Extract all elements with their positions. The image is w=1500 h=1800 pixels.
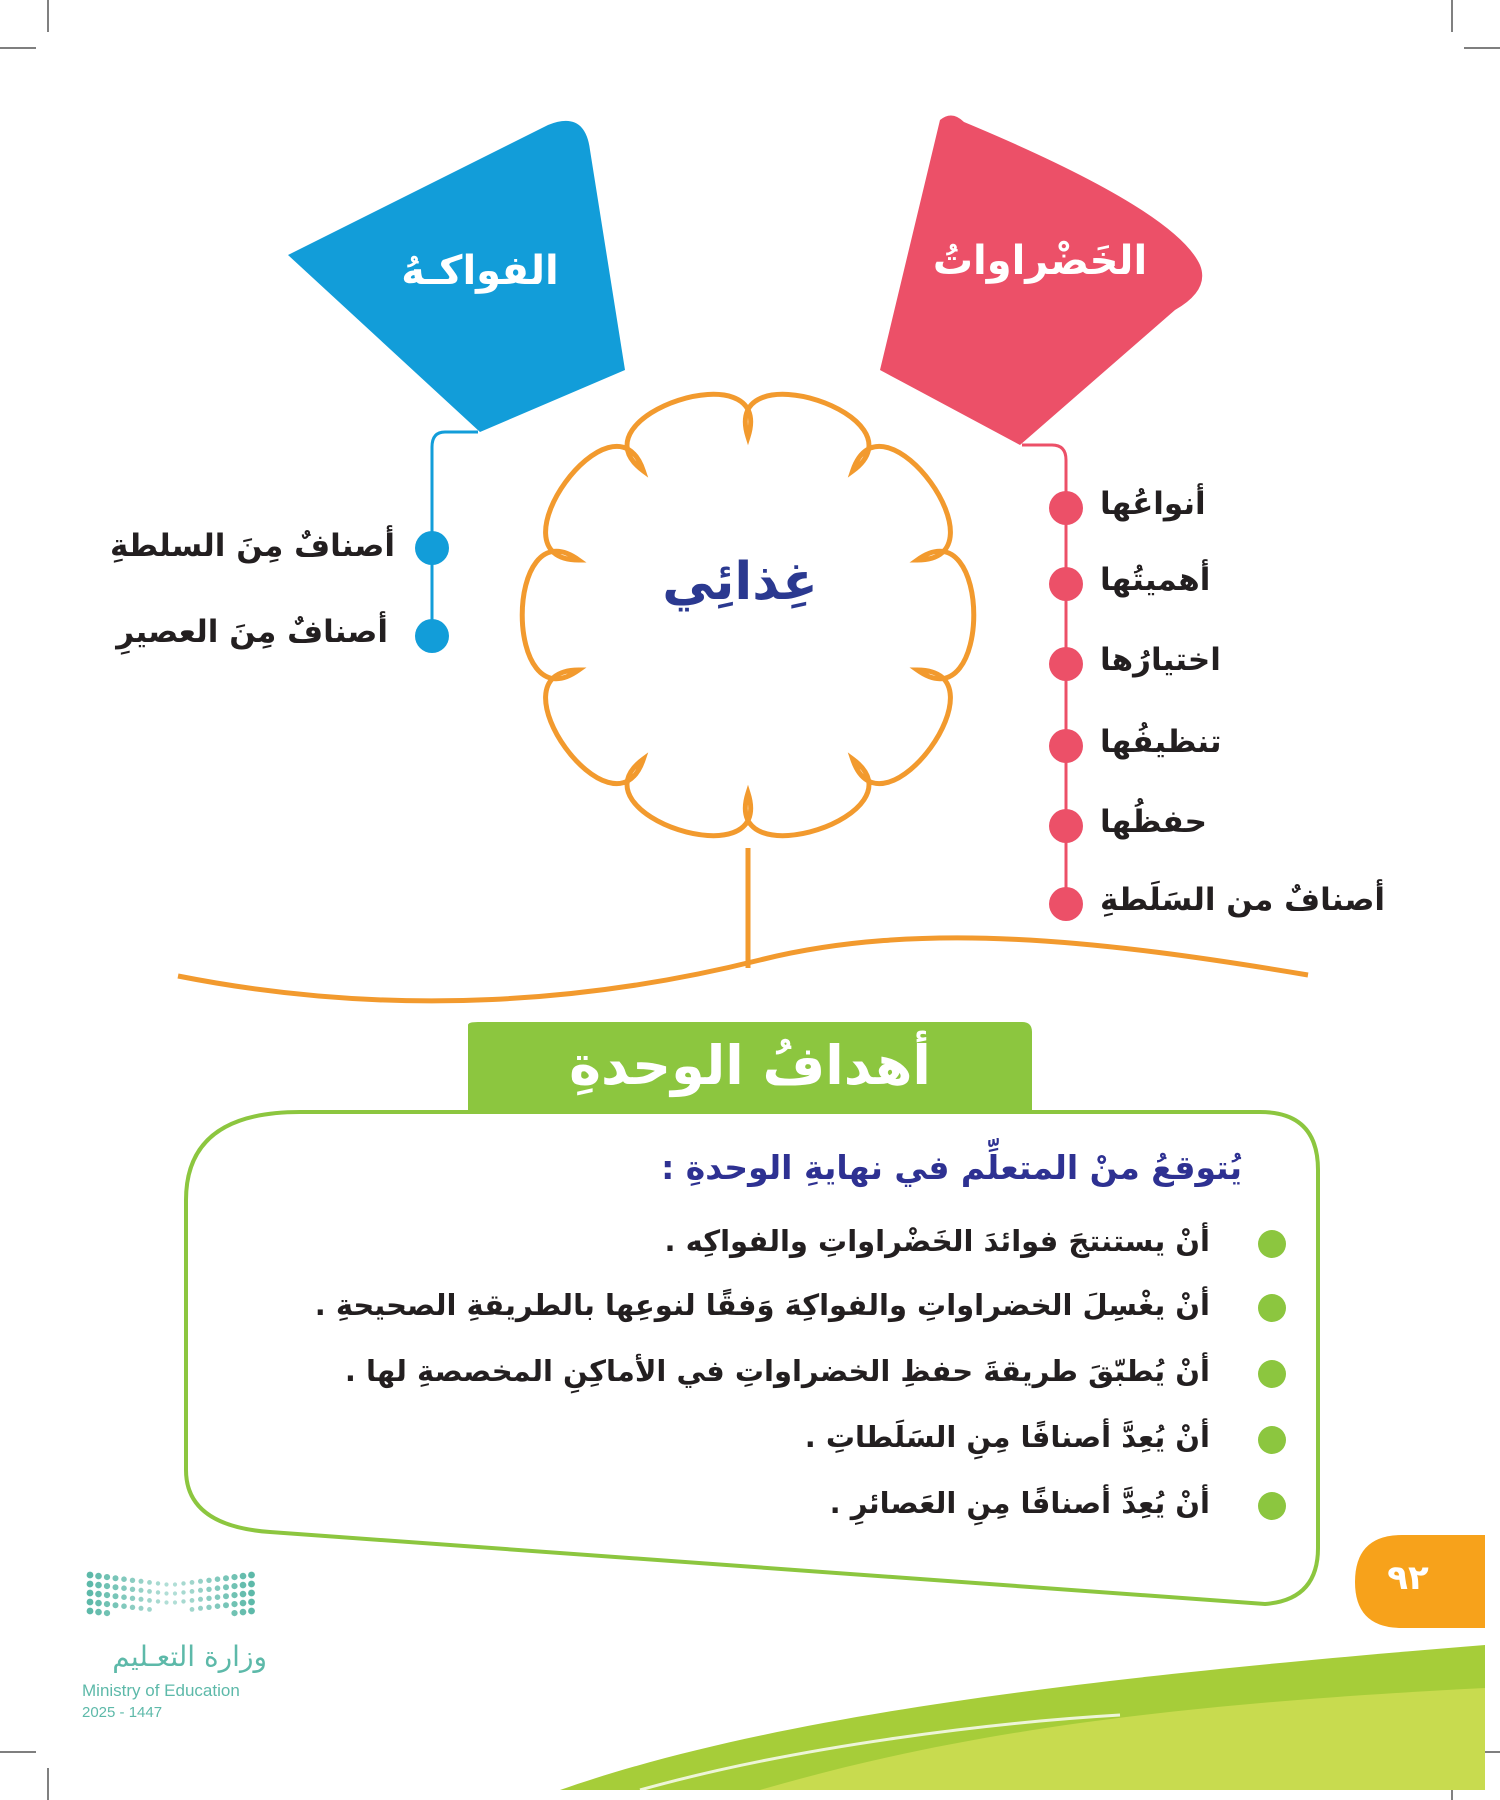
logo-dot bbox=[223, 1575, 229, 1581]
logo-dot bbox=[164, 1600, 168, 1604]
logo-dot bbox=[215, 1603, 221, 1609]
logo-dot bbox=[139, 1588, 144, 1593]
logo-dot bbox=[206, 1596, 211, 1601]
center-title: غِذائِي bbox=[662, 552, 818, 612]
goal-bullet bbox=[1258, 1426, 1286, 1454]
logo-dot bbox=[95, 1591, 102, 1598]
vegetables-item: اختيارُها bbox=[1100, 642, 1221, 678]
logo-dot bbox=[164, 1582, 168, 1586]
vegetables-item: أهميتُها bbox=[1100, 562, 1211, 598]
goal-item: أنْ يُعِدَّ أصنافًا مِنِ السَلَطاتِ . bbox=[804, 1420, 1210, 1454]
logo-dot bbox=[95, 1609, 102, 1616]
vegetables-bullet bbox=[1049, 809, 1083, 843]
logo-dot bbox=[121, 1576, 127, 1582]
logo-dot bbox=[231, 1601, 237, 1607]
logo-dot bbox=[121, 1585, 127, 1591]
ministry-year: 2025 - 1447 bbox=[82, 1704, 163, 1721]
logo-dot bbox=[87, 1572, 94, 1579]
logo-dot bbox=[240, 1573, 247, 1580]
logo-dot bbox=[206, 1605, 211, 1610]
logo-dot bbox=[147, 1598, 152, 1603]
ministry-name-ar: وزارة التعـليم bbox=[112, 1640, 267, 1673]
logo-dot bbox=[240, 1591, 247, 1598]
logo-dot bbox=[87, 1608, 94, 1615]
logo-dot bbox=[104, 1601, 110, 1607]
logo-dot bbox=[181, 1590, 185, 1594]
logo-dot bbox=[113, 1575, 119, 1581]
flower-outline bbox=[522, 394, 974, 835]
fruits-item: أصنافٌ مِنَ السلطةِ bbox=[109, 528, 395, 564]
logo-dot bbox=[240, 1600, 247, 1607]
vegetables-item: حفظُها bbox=[1100, 804, 1207, 840]
logo-dot bbox=[198, 1606, 203, 1611]
vegetables-item: أصنافٌ من السَلَطةِ bbox=[1100, 882, 1386, 918]
logo-dot bbox=[181, 1581, 185, 1585]
logo-dot bbox=[139, 1606, 144, 1611]
logo-dot bbox=[164, 1591, 168, 1595]
goal-bullet bbox=[1258, 1360, 1286, 1388]
logo-dot bbox=[95, 1573, 102, 1580]
ground-line bbox=[178, 938, 1308, 1001]
logo-dot bbox=[198, 1588, 203, 1593]
goal-item: أنْ يغْسِلَ الخضراواتِ والفواكِهَ وَفقًا لنوعِها بالطريقةِ الصحيحةِ . bbox=[314, 1288, 1210, 1322]
logo-dot bbox=[147, 1607, 152, 1612]
logo-dot bbox=[198, 1579, 203, 1584]
logo-dot bbox=[95, 1582, 102, 1589]
logo-dot bbox=[190, 1607, 195, 1612]
logo-dot bbox=[223, 1602, 229, 1608]
logo-dot bbox=[190, 1598, 195, 1603]
logo-dot bbox=[240, 1609, 247, 1616]
logo-dot bbox=[173, 1582, 177, 1586]
fruits-title: الفواكـهُ bbox=[401, 248, 559, 294]
logo-dot bbox=[121, 1603, 127, 1609]
logo-dot bbox=[215, 1585, 221, 1591]
logo-dot bbox=[231, 1583, 237, 1589]
logo-dot bbox=[104, 1592, 110, 1598]
vegetables-bullet bbox=[1049, 567, 1083, 601]
goal-item: أنْ يُعِدَّ أصنافًا مِنِ العَصائرِ . bbox=[829, 1486, 1210, 1520]
logo-dot bbox=[95, 1600, 102, 1607]
logo-dot bbox=[198, 1597, 203, 1602]
logo-dot bbox=[215, 1594, 221, 1600]
logo-dot bbox=[156, 1590, 160, 1594]
logo-dot bbox=[173, 1591, 177, 1595]
logo-dot bbox=[113, 1593, 119, 1599]
logo-dot bbox=[248, 1608, 255, 1615]
goal-bullet bbox=[1258, 1492, 1286, 1520]
fruits-item: أصنافٌ مِنَ العصيرِ bbox=[116, 614, 388, 650]
logo-dot bbox=[231, 1592, 237, 1598]
vegetables-bullet bbox=[1049, 647, 1083, 681]
logo-dot bbox=[139, 1579, 144, 1584]
logo-dot bbox=[231, 1610, 237, 1616]
goals-title: أهدافُ الوحدةِ bbox=[569, 1034, 931, 1097]
logo-dot bbox=[190, 1589, 195, 1594]
logo-dot bbox=[139, 1597, 144, 1602]
vegetables-item: تنظيفُها bbox=[1100, 724, 1222, 760]
logo-dot bbox=[121, 1594, 127, 1600]
logo-dot bbox=[104, 1574, 110, 1580]
logo-dot bbox=[130, 1578, 135, 1583]
ministry-logo-icon bbox=[87, 1572, 255, 1617]
logo-dot bbox=[173, 1600, 177, 1604]
logo-dot bbox=[130, 1587, 135, 1592]
logo-dot bbox=[248, 1599, 255, 1606]
goal-item: أنْ يستنتجَ فوائدَ الخَضْراواتِ والفواكِه . bbox=[664, 1224, 1210, 1258]
vegetables-bullet bbox=[1049, 491, 1083, 525]
vegetables-item: أنواعُها bbox=[1100, 486, 1206, 522]
logo-dot bbox=[156, 1599, 160, 1603]
logo-dot bbox=[215, 1576, 221, 1582]
page-number: ٩٢ bbox=[1387, 1558, 1429, 1598]
logo-dot bbox=[147, 1589, 152, 1594]
goal-bullet bbox=[1258, 1230, 1286, 1258]
logo-dot bbox=[190, 1580, 195, 1585]
logo-dot bbox=[113, 1602, 119, 1608]
ministry-name-en: Ministry of Education bbox=[82, 1681, 240, 1700]
fruits-bullet bbox=[415, 619, 449, 653]
goals-intro: يُتوقعُ منْ المتعلِّم في نهايةِ الوحدةِ : bbox=[661, 1148, 1242, 1187]
logo-dot bbox=[147, 1580, 152, 1585]
logo-dot bbox=[130, 1605, 135, 1610]
goal-item: أنْ يُطبّقَ طريقةَ حفظِ الخضراواتِ في الأماكِنِ المخصصةِ لها . bbox=[344, 1354, 1210, 1388]
vegetables-bullet bbox=[1049, 887, 1083, 921]
logo-dot bbox=[248, 1590, 255, 1597]
logo-dot bbox=[113, 1584, 119, 1590]
logo-dot bbox=[206, 1587, 211, 1592]
logo-dot bbox=[104, 1583, 110, 1589]
logo-dot bbox=[87, 1599, 94, 1606]
logo-dot bbox=[104, 1610, 110, 1616]
logo-dot bbox=[248, 1581, 255, 1588]
fruits-bullet bbox=[415, 531, 449, 565]
logo-dot bbox=[231, 1574, 237, 1580]
logo-dot bbox=[130, 1596, 135, 1601]
goal-bullet bbox=[1258, 1294, 1286, 1322]
vegetables-bullet bbox=[1049, 729, 1083, 763]
logo-dot bbox=[87, 1590, 94, 1597]
logo-dot bbox=[181, 1599, 185, 1603]
logo-dot bbox=[206, 1578, 211, 1583]
logo-dot bbox=[248, 1572, 255, 1579]
logo-dot bbox=[87, 1581, 94, 1588]
logo-dot bbox=[223, 1593, 229, 1599]
vegetables-title: الخَضْراواتُ bbox=[932, 238, 1148, 284]
logo-dot bbox=[240, 1582, 247, 1589]
logo-dot bbox=[223, 1584, 229, 1590]
logo-dot bbox=[156, 1581, 160, 1585]
